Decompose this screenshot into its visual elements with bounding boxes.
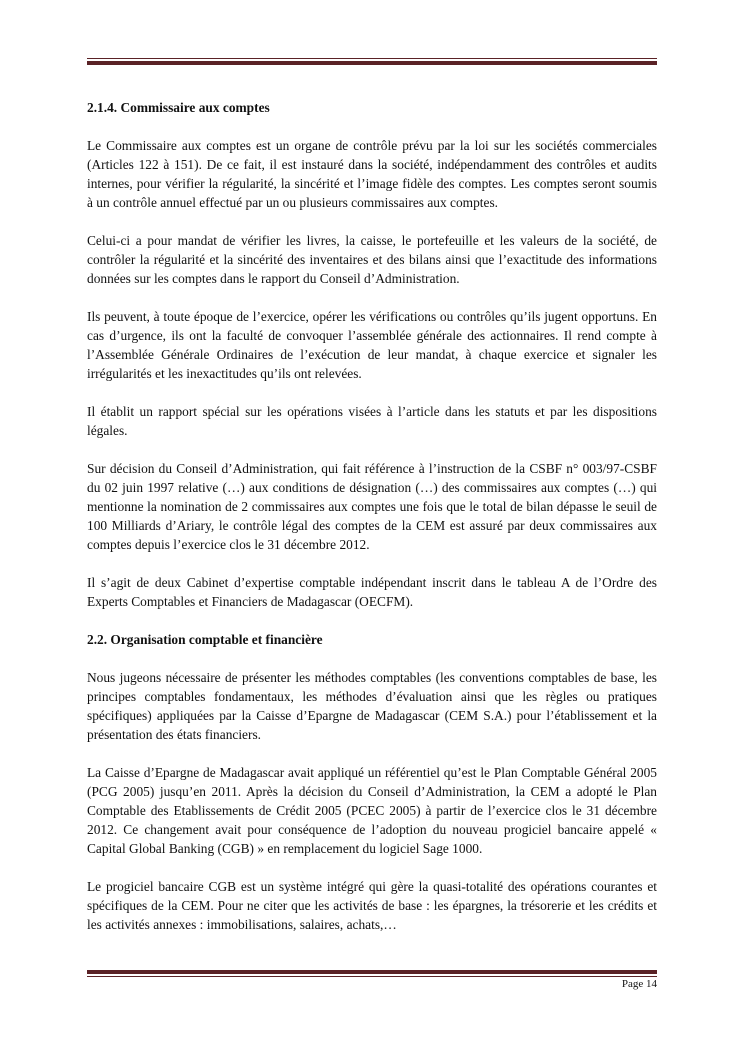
header-rule [87,58,657,65]
footer-rule [87,970,657,977]
paragraph: Le progiciel bancaire CGB est un système intégré qui gère la quasi-totalité des opérations courantes et spécifiques de la CEM. Pour ne citer que les activités de base : les épargnes, la trésorerie et les crédits et les activités annexes : immobilisations, salaires, achats,… [87,879,657,932]
paragraph: Ils peuvent, à toute époque de l’exercice, opérer les vérifications ou contrôles qu’ils jugent opportuns. En cas d’urgence, ils ont la faculté de convoquer l’assemblée générale des actionnaires. Il rend compte à l’Assemblée Générale Ordinaires de l’exécution de leur mandat, à chaque exercice et signaler les irrégularités et les inexactitudes qu’ils ont relevées. [87,309,657,381]
paragraph: Il s’agit de deux Cabinet d’expertise comptable indépendant inscrit dans le tableau A de l’Ordre des Experts Comptables et Financiers de Madagascar (OECFM). [87,575,657,609]
section-heading-2-1-4: 2.1.4. Commissaire aux comptes [87,100,270,115]
paragraph: La Caisse d’Epargne de Madagascar avait appliqué un référentiel qu’est le Plan Comptable Général 2005 (PCG 2005) jusqu’en 2011. Après la décision du Conseil d’Administration, la CEM a adopté le Plan Comptable des Etablissements de Crédit 2005 (PCEC 2005) à partir de l’exercice clos le 31 décembre 2012. Ce changement avait pour conséquence de l’adoption du nouveau progiciel bancaire appelé « Capital Global Banking (CGB) » en remplacement du logiciel Sage 1000. [87,765,657,856]
page-body [87,98,657,953]
paragraph: Celui-ci a pour mandat de vérifier les livres, la caisse, le portefeuille et les valeurs de la société, de contrôler la régularité et la sincérité des inventaires et des bilans ainsi que l’exactitude des informations données sur les comptes dans le rapport du Conseil d’Administration. [87,233,657,286]
paragraph: Il établit un rapport spécial sur les opérations visées à l’article dans les statuts et par les dispositions légales. [87,404,657,438]
paragraph: Sur décision du Conseil d’Administration, qui fait référence à l’instruction de la CSBF n° 003/97-CSBF du 02 juin 1997 relative (…) aux conditions de désignation (…) des commissaires aux comptes (…) qui mentionne la nomination de 2 commissaires aux comptes une fois que le total de bilan dépasse le seuil de 100 Milliards d’Ariary, le contrôle légal des comptes de la CEM est assuré par deux commissaires aux comptes depuis l’exercice clos le 31 décembre 2012. [87,461,657,552]
page-number: Page 14 [621,978,657,990]
paragraph: Nous jugeons nécessaire de présenter les méthodes comptables (les conventions comptables de base, les principes comptables fondamentaux, les méthodes d’évaluation ainsi que les règles ou pratiques spécifiques) appliquées par la Caisse d’Epargne de Madagascar (CEM S.A.) pour l’établissement et la présentation des états financiers. [87,670,657,742]
paragraph: Le Commissaire aux comptes est un organe de contrôle prévu par la loi sur les sociétés commerciales (Articles 122 à 151). De ce fait, il est instauré dans la société, indépendamment des contrôles et audits internes, pour vérifier la régularité, la sincérité et l’image fidèle des comptes. Les comptes seront soumis à un contrôle annuel effectué par un ou plusieurs commissaires aux comptes. [87,138,657,210]
section-heading-2-2: 2.2. Organisation comptable et financière [87,632,323,647]
